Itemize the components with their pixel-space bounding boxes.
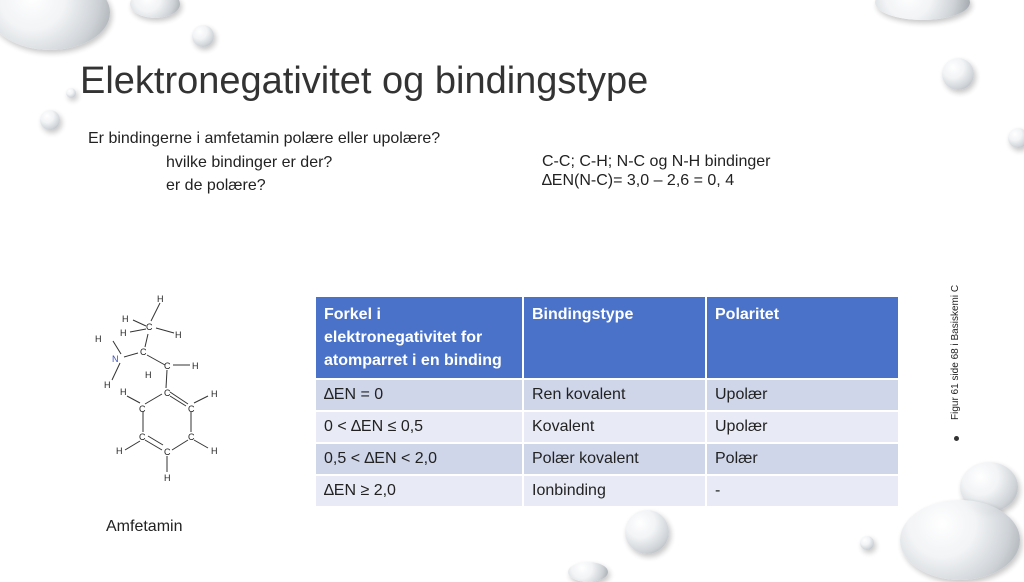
electronegativity-table	[316, 297, 898, 506]
bond-list: C-C; C-H; N-C og N-H bindinger	[542, 153, 771, 170]
main-question: Er bindingerne i amfetamin polære eller upolære?	[88, 130, 441, 147]
table-cell: Ren kovalent	[523, 379, 706, 411]
table-cell: Ionbinding	[523, 475, 706, 506]
table-cell: ∆EN ≥ 2,0	[316, 475, 523, 506]
atom-h: H	[145, 370, 152, 380]
atom-h: H	[192, 361, 199, 371]
atom-c: C	[164, 447, 171, 457]
atom-n: N	[112, 354, 119, 364]
column-header: Forkel i elektronegativitet for atomparret i en binding	[316, 297, 523, 379]
water-drop	[40, 110, 60, 130]
column-header: Polaritet	[706, 297, 898, 379]
atom-c: C	[139, 404, 146, 414]
table-cell: 0 < ∆EN ≤ 0,5	[316, 411, 523, 443]
atom-c: C	[140, 347, 147, 357]
water-drop	[192, 25, 214, 47]
atom-h: H	[122, 314, 129, 324]
atom-h: H	[211, 446, 218, 456]
table-cell: 0,5 < ∆EN < 2,0	[316, 443, 523, 475]
water-drop	[568, 562, 608, 582]
atom-h: H	[104, 380, 111, 390]
figure-reference: Figur 61 side 68 i Basiskemi C	[950, 284, 961, 420]
table-cell: Polær	[706, 443, 898, 475]
atom-h: H	[157, 294, 164, 304]
atom-h: H	[211, 389, 218, 399]
atom-h: H	[120, 328, 127, 338]
atom-h: H	[95, 334, 102, 344]
table-cell: Upolær	[706, 379, 898, 411]
water-drop	[66, 88, 76, 98]
water-drop	[875, 0, 970, 20]
bullet-icon	[954, 436, 959, 441]
atom-c: C	[146, 322, 153, 332]
amphetamine-structure	[90, 290, 240, 500]
water-drop	[900, 500, 1020, 580]
atom-c: C	[164, 388, 171, 398]
column-header: Bindingstype	[523, 297, 706, 379]
table-row	[316, 379, 898, 411]
water-drop	[942, 58, 974, 90]
atom-c: C	[139, 432, 146, 442]
atom-c: C	[188, 432, 195, 442]
table-cell: Upolær	[706, 411, 898, 443]
water-drop	[130, 0, 180, 18]
atom-h: H	[175, 330, 182, 340]
table-row	[316, 443, 898, 475]
table-cell: -	[706, 475, 898, 506]
table-cell: ∆EN = 0	[316, 379, 523, 411]
delta-en-calculation: ∆EN(N-C)= 3,0 – 2,6 = 0, 4	[542, 172, 735, 189]
atom-h: H	[164, 473, 171, 483]
sub-question-1: hvilke bindinger er der?	[166, 154, 333, 171]
table-row	[316, 475, 898, 506]
table-cell: Kovalent	[523, 411, 706, 443]
table-header-row	[316, 297, 898, 379]
sub-question-2: er de polære?	[166, 177, 266, 194]
water-drop	[1008, 128, 1024, 148]
atom-c: C	[164, 361, 171, 371]
table-cell: Polær kovalent	[523, 443, 706, 475]
table-row	[316, 411, 898, 443]
atom-c: C	[188, 404, 195, 414]
water-drop	[625, 510, 669, 554]
water-drop	[0, 0, 110, 50]
atom-h: H	[120, 387, 127, 397]
molecule-atom-labels	[95, 294, 218, 483]
water-drop	[860, 536, 874, 550]
molecule-caption: Amfetamin	[106, 518, 183, 535]
page-title: Elektronegativitet og bindingstype	[80, 60, 649, 102]
atom-h: H	[116, 446, 123, 456]
